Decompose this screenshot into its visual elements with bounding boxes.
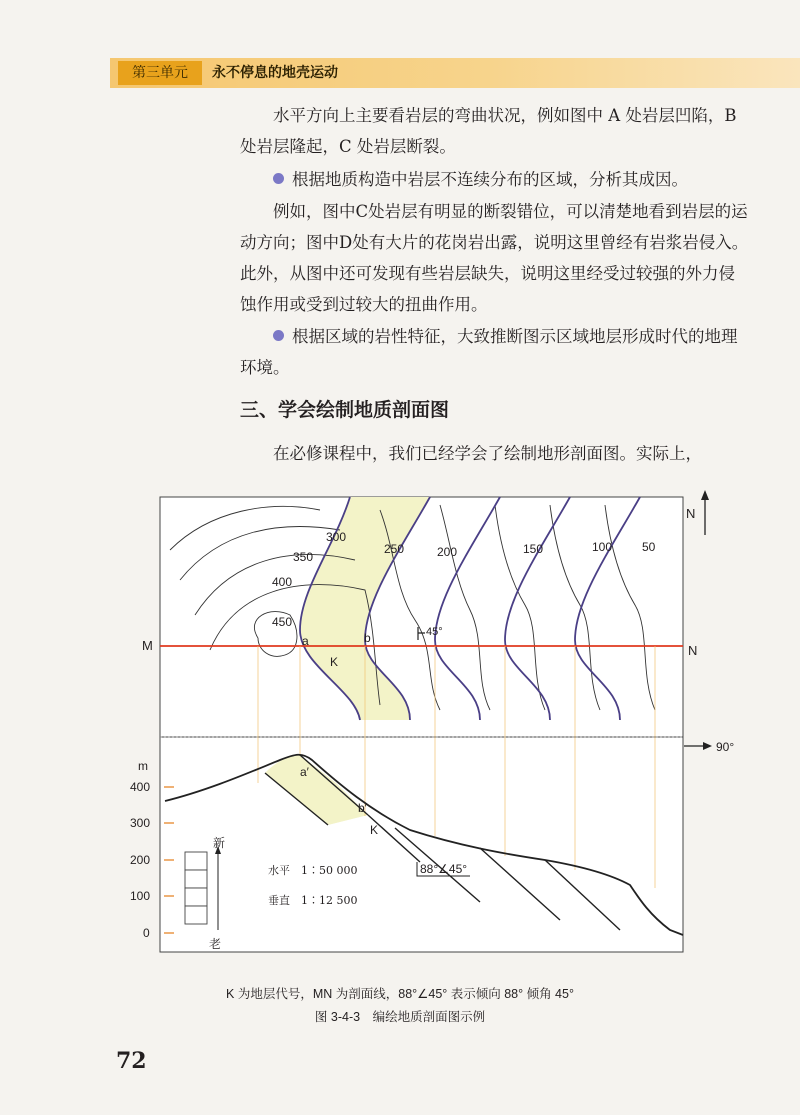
contour-label: 250 <box>384 542 405 556</box>
paragraph-1: 水平方向上主要看岩层的弯曲状况，例如图中 A 处岩层凹陷，B 处岩层隆起，C 处岩层断裂。 <box>240 106 737 156</box>
legend-new-label: 新 <box>213 836 226 850</box>
strata-legend <box>185 852 207 924</box>
contour-label: 150 <box>523 542 544 556</box>
figure-title: 图 3-4-3 编绘地质剖面图示例 <box>314 1010 486 1024</box>
y-tick-label: 200 <box>130 853 151 867</box>
bullet-paragraph-1 <box>240 164 750 195</box>
legend-box <box>185 870 207 888</box>
vertical-scale: 垂直 1∶12 500 <box>268 894 358 907</box>
profile-point-b: b′ <box>358 801 367 815</box>
geologic-section-figure <box>130 490 740 960</box>
page-number: 72 <box>116 1048 147 1074</box>
north-arrow-head-icon <box>701 490 709 500</box>
map-point-b: b <box>364 631 371 645</box>
contour-label: 450 <box>272 615 293 629</box>
strike-dip-label: 45° <box>426 626 443 638</box>
bullet-paragraph-2 <box>240 321 750 383</box>
unit-label: 第三单元 <box>118 61 202 85</box>
contour-label: 50 <box>642 540 656 554</box>
map-point-k: K <box>330 655 339 669</box>
dip-label: 88°∠45° <box>420 862 468 876</box>
y-tick-label: 300 <box>130 816 151 830</box>
y-tick-label: 400 <box>130 780 151 794</box>
direction-arrow-head-icon <box>703 742 712 750</box>
section-title: 三、学会绘制地质剖面图 <box>240 399 450 421</box>
y-tick-label: 0 <box>143 926 150 940</box>
bullet-1-text: 根据地质构造中岩层不连续分布的区域，分析其成因。 <box>292 170 688 189</box>
y-axis-unit: m <box>138 759 148 773</box>
legend-old-label: 老 <box>209 937 222 951</box>
map-point-a: a <box>302 634 309 648</box>
legend-box <box>185 852 207 870</box>
contour-label: 300 <box>326 530 347 544</box>
contour-label: 350 <box>293 550 314 564</box>
map-frame <box>160 497 683 737</box>
profile-point-k: K <box>370 823 379 837</box>
profile-frame <box>160 737 683 952</box>
paragraph-3: 在必修课程中，我们已经学会了绘制地形剖面图。实际上， <box>273 444 702 463</box>
contour-label: 400 <box>272 575 293 589</box>
paragraph-2: 例如，图中C处岩层有明显的断裂错位，可以清楚地看到岩层的运动方向；图中D处有大片的花岗岩出露，说明这里曾经有岩浆岩侵入。此外，从图中还可发现有些岩层缺失，说明这里经受过较强的外力侵蚀作用或受到过较大的扭曲作用。 <box>240 202 749 314</box>
bullet-icon <box>273 330 284 341</box>
contour-label: 200 <box>437 545 458 559</box>
unit-title: 永不停息的地壳运动 <box>212 65 338 81</box>
horizontal-scale: 水平 1∶50 000 <box>268 864 358 877</box>
y-tick-label: 100 <box>130 889 151 903</box>
legend-box <box>185 888 207 906</box>
bullet-2-text: 根据区域的岩性特征，大致推断图示区域地层形成时代的地理环境。 <box>240 327 738 377</box>
section-start-label: M <box>142 638 153 653</box>
contour-label: 100 <box>592 540 613 554</box>
section-end-label: N <box>688 643 698 658</box>
direction-label: 90° <box>716 740 735 754</box>
figure-note: K 为地层代号，MN 为剖面线，88°∠45° 表示倾向 88° 倾角 45° <box>226 987 574 1001</box>
profile-point-a: a′ <box>300 765 309 779</box>
legend-box <box>185 906 207 924</box>
bullet-icon <box>273 173 284 184</box>
north-label: N <box>686 506 696 521</box>
